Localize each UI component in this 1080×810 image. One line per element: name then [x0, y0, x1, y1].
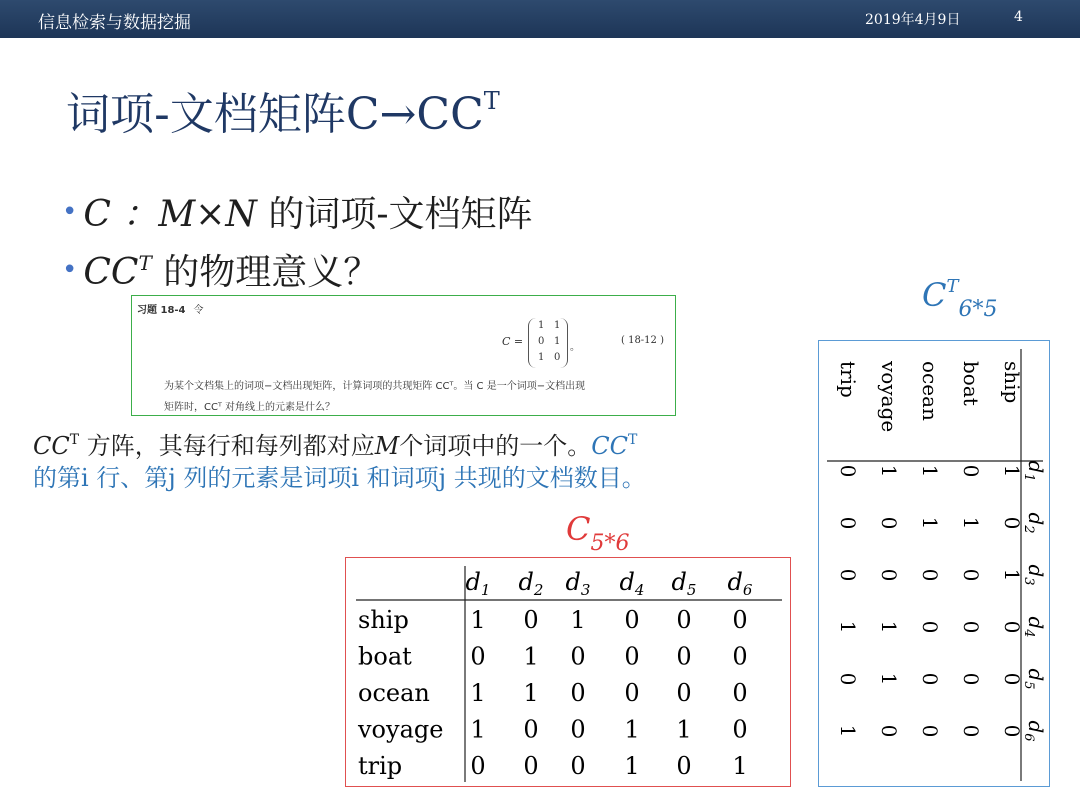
- matrix-cell: 1: [554, 320, 561, 331]
- desc-cc-2: CC: [591, 432, 629, 460]
- table-cell: 0: [676, 752, 692, 780]
- table-cell: 0: [470, 642, 486, 671]
- ct-row-header: $d_4$: [1021, 616, 1048, 638]
- table-cell: 0: [570, 752, 586, 780]
- ct-cell: 0: [959, 620, 983, 634]
- table-column-header: $d_5$: [671, 568, 697, 599]
- table-row-term: boat: [358, 642, 412, 671]
- label-c-matrix: [566, 510, 629, 556]
- ct-cell: 1: [918, 516, 942, 530]
- ct-cell: 0: [959, 464, 983, 478]
- title-sup: T: [483, 87, 500, 115]
- table-row-term: ship: [358, 606, 409, 634]
- ct-row-header: $d_3$: [1021, 564, 1048, 586]
- table-cell: 0: [570, 715, 586, 744]
- ct-cell: 0: [918, 568, 942, 582]
- matrix-cell: 0: [554, 352, 561, 363]
- ct-cell: 0: [836, 464, 860, 478]
- table-cell: 0: [676, 642, 692, 671]
- exercise-line-2: 矩阵时，CCᵀ 对角线上的元素是什么？: [164, 402, 335, 413]
- table-cell: 1: [523, 679, 539, 707]
- ct-column-term: boat: [959, 361, 983, 406]
- ct-column-term: voyage: [877, 361, 901, 433]
- ct-cell: 1: [836, 724, 860, 738]
- table-row-term: ocean: [358, 679, 430, 707]
- table-cell: 1: [470, 679, 486, 707]
- matrix-cell: 0: [538, 336, 545, 347]
- ct-cell: 1: [877, 620, 901, 634]
- description-line-1: [33, 426, 793, 461]
- bullet-2-pre: CC: [83, 252, 139, 293]
- ct-cell: 1: [1000, 464, 1024, 478]
- table-row-term: trip: [358, 752, 403, 780]
- bullet-2-sup: T: [138, 251, 152, 275]
- equation-number: ( 18-12 ): [621, 335, 664, 346]
- ct-cell: 0: [1000, 724, 1024, 738]
- table-cell: 0: [523, 752, 539, 780]
- ct-cell: 0: [1000, 672, 1024, 686]
- label-ct-matrix: [922, 276, 998, 322]
- ct-cell: 0: [877, 568, 901, 582]
- desc-sup-2: T: [628, 432, 638, 448]
- ct-cell: 0: [918, 672, 942, 686]
- title-main: 词项-文档矩阵: [66, 89, 346, 140]
- matrix-cell: 1: [554, 336, 561, 347]
- ct-cell: 1: [1000, 568, 1024, 582]
- exercise-label: 习题 18-4: [137, 305, 186, 316]
- bullet-dot: •: [62, 255, 78, 285]
- ct-row-header: $d_6$: [1021, 720, 1048, 742]
- ct-row-header: $d_2$: [1021, 512, 1048, 534]
- label-ct-sup: T: [946, 276, 959, 297]
- page-number: 4: [1014, 9, 1023, 25]
- ct-cell: 0: [836, 672, 860, 686]
- table-column-header: $d_4$: [619, 568, 645, 599]
- ct-cell: 0: [959, 568, 983, 582]
- ct-cell: 1: [959, 516, 983, 530]
- exercise-line-1: 为某个文档集上的词项−文档出现矩阵，计算词项的共现矩阵 CCᵀ。当 C 是一个词项−文档出现: [164, 381, 586, 392]
- table-cell: 1: [676, 715, 692, 744]
- table-cell: 0: [470, 752, 486, 780]
- desc-sup: T: [69, 432, 80, 448]
- desc-m: M: [374, 432, 400, 460]
- exercise-heading: [137, 301, 204, 316]
- c-matrix-svg: [346, 558, 792, 788]
- ct-cell: 0: [836, 568, 860, 582]
- table-column-header: $d_6$: [727, 568, 753, 599]
- table-cell: 1: [523, 642, 539, 671]
- bullet-1-math: M×N: [158, 194, 257, 235]
- table-cell: 0: [624, 642, 640, 671]
- matrix-c: [528, 318, 568, 368]
- ct-cell: 0: [877, 724, 901, 738]
- bullet-1: [62, 186, 532, 237]
- desc-text-b: 个词项中的一个。: [399, 432, 592, 460]
- table-cell: 0: [732, 715, 748, 744]
- label-c-sub: 5*6: [590, 531, 630, 556]
- table-row-term: voyage: [358, 715, 444, 744]
- title-formula: C→CC: [345, 89, 484, 140]
- ct-cell: 0: [918, 620, 942, 634]
- bullet-1-text: 的词项-文档矩阵: [256, 194, 533, 235]
- ct-table-group: [827, 349, 1048, 781]
- table-cell: 0: [570, 642, 586, 671]
- ct-cell: 1: [877, 464, 901, 478]
- table-column-header: $d_3$: [565, 568, 591, 599]
- label-ct-sub: 6*5: [958, 297, 998, 322]
- table-cell: 0: [732, 606, 748, 634]
- matrix-name: C =: [502, 335, 524, 348]
- ct-cell: 1: [877, 672, 901, 686]
- ct-cell: 0: [836, 516, 860, 530]
- ct-column-term: ship: [1000, 361, 1024, 404]
- slide-title: [66, 78, 500, 142]
- ct-cell: 0: [1000, 620, 1024, 634]
- description-line-2: 的第i 行、第j 列的元素是词项i 和词项j 共现的文档数目。: [33, 464, 646, 492]
- matrix-cell: 1: [538, 352, 545, 363]
- table-column-header: $d_1$: [465, 568, 491, 599]
- bullet-2: [62, 244, 379, 295]
- table-cell: 0: [624, 606, 640, 634]
- ct-column-term: trip: [836, 361, 860, 398]
- label-c-main: C: [566, 510, 591, 548]
- ct-matrix-table: [818, 340, 1050, 787]
- ct-cell: 0: [877, 516, 901, 530]
- table-cell: 1: [624, 715, 640, 744]
- label-ct-main: C: [922, 276, 947, 314]
- desc-cc: CC: [33, 432, 70, 460]
- table-cell: 0: [676, 679, 692, 707]
- exercise-lead: 令: [193, 305, 204, 316]
- table-cell: 0: [523, 606, 539, 634]
- matrix-suffix: 。: [570, 342, 580, 353]
- course-title: 信息检索与数据挖掘: [38, 13, 191, 33]
- table-cell: 0: [676, 606, 692, 634]
- table-cell: 0: [624, 679, 640, 707]
- ct-cell: 0: [959, 672, 983, 686]
- header-bar: [0, 0, 1080, 38]
- bullet-dot: •: [62, 197, 78, 227]
- table-cell: 0: [570, 679, 586, 707]
- ct-cell: 0: [918, 724, 942, 738]
- table-cell: 1: [470, 715, 486, 744]
- table-column-header: $d_2$: [518, 568, 544, 599]
- ct-row-header: $d_1$: [1021, 460, 1048, 482]
- bullet-2-text: 的物理意义？: [151, 252, 380, 293]
- table-cell: 1: [732, 752, 748, 780]
- table-cell: 1: [570, 606, 586, 634]
- exercise-box: [131, 295, 676, 416]
- bullet-1-pre: C ：: [83, 194, 159, 235]
- ct-row-header: $d_5$: [1021, 668, 1048, 690]
- ct-column-term: ocean: [918, 361, 942, 421]
- table-cell: 1: [470, 606, 486, 634]
- matrix-cell: 1: [538, 320, 545, 331]
- ct-matrix-svg: [819, 341, 1051, 788]
- ct-cell: 1: [918, 464, 942, 478]
- desc-text-a: 方阵，其每行和每列都对应: [79, 432, 375, 460]
- table-cell: 1: [624, 752, 640, 780]
- table-cell: 0: [732, 642, 748, 671]
- ct-cell: 1: [836, 620, 860, 634]
- table-cell: 0: [732, 679, 748, 707]
- c-matrix-table: [345, 557, 791, 787]
- ct-cell: 0: [1000, 516, 1024, 530]
- slide-date: 2019年4月9日: [865, 12, 961, 28]
- table-cell: 0: [523, 715, 539, 744]
- ct-cell: 0: [959, 724, 983, 738]
